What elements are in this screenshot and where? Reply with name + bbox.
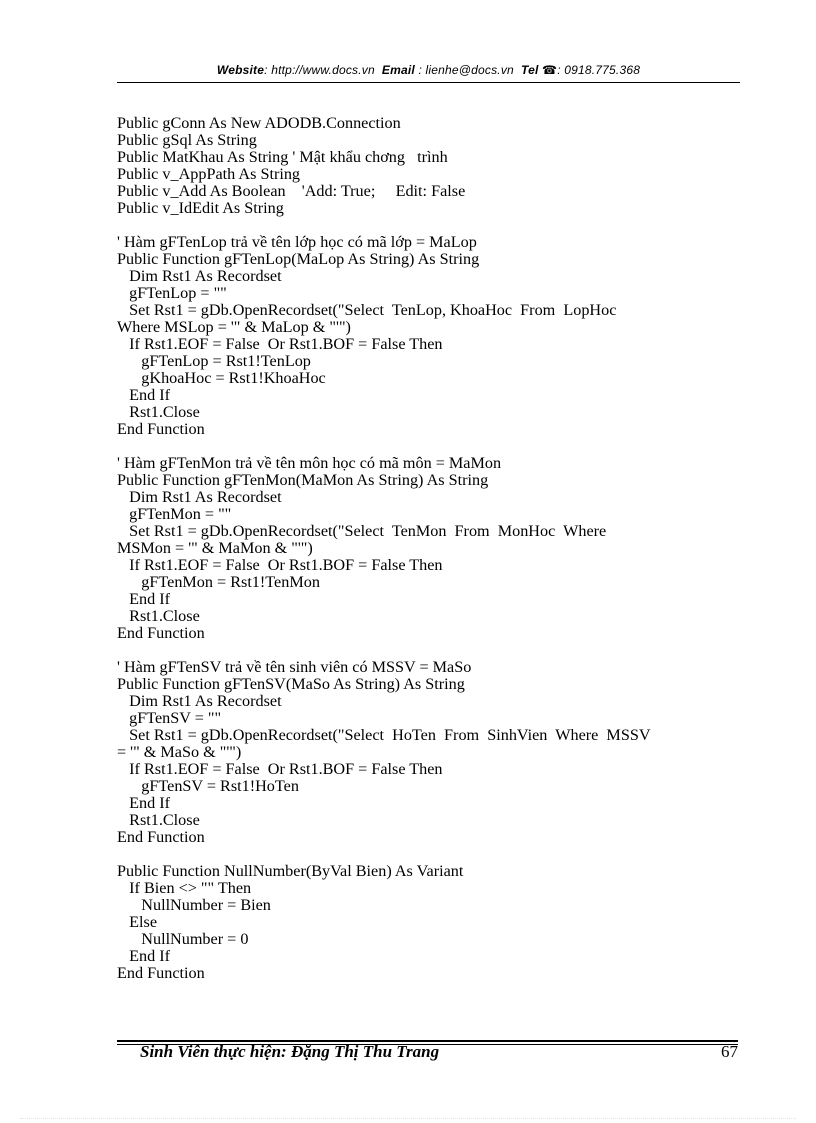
- code-line: Set Rst1 = gDb.OpenRecordset("Select TenMon From MonHoc Where: [117, 522, 607, 540]
- footer-author: Sinh Viên thực hiện: Đặng Thị Thu Trang: [140, 1042, 440, 1061]
- code-line: Public Function NullNumber(ByVal Bien) As Variant: [117, 862, 464, 880]
- page-bottom-border: [20, 1118, 796, 1119]
- code-line: ' Hàm gFTenMon trả về tên môn học có mã môn = MaMon: [117, 454, 502, 472]
- code-line: [117, 217, 737, 234]
- code-line: Rst1.Close: [117, 811, 200, 829]
- code-line: Public gConn As New ADODB.Connection: [117, 114, 401, 132]
- code-line: [117, 438, 737, 455]
- code-line: = '" & MaSo & "'"): [117, 743, 242, 761]
- code-line: MSMon = '" & MaMon & "'"): [117, 539, 313, 557]
- code-line: gKhoaHoc = Rst1!KhoaHoc: [117, 369, 326, 387]
- code-line: Where MSLop = '" & MaLop & "'"): [117, 318, 351, 336]
- code-line: End Function: [117, 624, 205, 642]
- code-line: NullNumber = Bien: [117, 896, 271, 914]
- header-divider: [117, 82, 740, 83]
- code-line: If Bien <> "" Then: [117, 879, 252, 897]
- code-line: Rst1.Close: [117, 403, 200, 421]
- code-line: ' Hàm gFTenSV trả về tên sinh viên có MSSV = MaSo: [117, 658, 472, 676]
- code-line: If Rst1.EOF = False Or Rst1.BOF = False Then: [117, 556, 443, 574]
- website-value: : http://www.docs.vn: [264, 63, 375, 77]
- code-line: Public gSql As String: [117, 131, 257, 149]
- code-line: Public Function gFTenLop(MaLop As String) As String: [117, 250, 480, 268]
- tel-label: Tel: [520, 63, 539, 77]
- code-line: gFTenLop = "": [117, 284, 227, 302]
- code-line: Else: [117, 913, 158, 931]
- code-listing: [117, 115, 737, 982]
- code-line: Dim Rst1 As Recordset: [117, 488, 282, 506]
- code-line: End Function: [117, 964, 205, 982]
- code-line: End Function: [117, 828, 205, 846]
- code-line: End If: [117, 947, 171, 965]
- code-line: Set Rst1 = gDb.OpenRecordset("Select HoTen From SinhVien Where MSSV: [117, 726, 651, 744]
- tel-value: : 0918.775.368: [557, 63, 641, 77]
- email-value: : lienhe@docs.vn: [414, 63, 514, 77]
- code-line: If Rst1.EOF = False Or Rst1.BOF = False Then: [117, 760, 443, 778]
- code-line: Public MatKhau As String ' Mật khẩu chơng trình: [117, 148, 448, 166]
- code-line: [117, 846, 737, 863]
- code-line: gFTenLop = Rst1!TenLop: [117, 352, 311, 370]
- code-line: ' Hàm gFTenLop trả về tên lớp học có mã lớp = MaLop: [117, 233, 477, 251]
- code-line: Dim Rst1 As Recordset: [117, 267, 282, 285]
- phone-icon: ☎: [542, 63, 558, 77]
- code-line: Public Function gFTenMon(MaMon As String) As String: [117, 471, 489, 489]
- code-line: End If: [117, 590, 171, 608]
- email-label: Email: [381, 63, 415, 77]
- code-line: Rst1.Close: [117, 607, 200, 625]
- code-line: End Function: [117, 420, 205, 438]
- website-label: Website: [216, 63, 265, 77]
- code-line: NullNumber = 0: [117, 930, 249, 948]
- code-line: gFTenSV = "": [117, 709, 222, 727]
- page-number: 67: [721, 1042, 738, 1061]
- code-line: Public v_IdEdit As String: [117, 199, 284, 217]
- code-line: Dim Rst1 As Recordset: [117, 692, 282, 710]
- code-line: Set Rst1 = gDb.OpenRecordset("Select TenLop, KhoaHoc From LopHoc: [117, 301, 617, 319]
- code-line: gFTenMon = "": [117, 505, 232, 523]
- code-line: Public v_AppPath As String: [117, 165, 301, 183]
- code-line: If Rst1.EOF = False Or Rst1.BOF = False Then: [117, 335, 443, 353]
- code-line: gFTenSV = Rst1!HoTen: [117, 777, 299, 795]
- code-line: [117, 642, 737, 659]
- code-line: Public Function gFTenSV(MaSo As String) As String: [117, 675, 465, 693]
- code-line: End If: [117, 386, 171, 404]
- code-line: End If: [117, 794, 171, 812]
- code-line: Public v_Add As Boolean 'Add: True; Edit: False: [117, 182, 466, 200]
- page-header: [117, 63, 740, 77]
- code-line: gFTenMon = Rst1!TenMon: [117, 573, 320, 591]
